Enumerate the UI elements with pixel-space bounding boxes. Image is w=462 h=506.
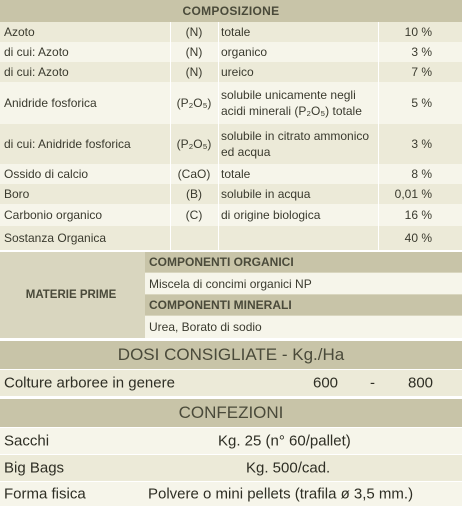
dosi-crop: Colture arboree in genere xyxy=(4,374,175,392)
table-row xyxy=(0,164,462,184)
confezione-value: Polvere o mini pellets (trafila ø 3,5 mm.) xyxy=(148,485,414,503)
component-symbol: (CaO) xyxy=(177,167,211,181)
materie-prime-label: MATERIE PRIME xyxy=(25,289,117,301)
table-row xyxy=(0,82,462,124)
componenti-organici-value: Miscela di concimi organici NP xyxy=(145,273,462,294)
composizione-header: COMPOSIZIONE xyxy=(0,0,462,22)
table-row xyxy=(0,22,462,42)
componenti-minerali-value: Urea, Borato di sodio xyxy=(145,316,462,338)
column-divider xyxy=(378,22,379,250)
component-value: 8 % xyxy=(411,167,432,181)
componenti-organici-header: COMPONENTI ORGANICI xyxy=(145,252,462,272)
table-row xyxy=(0,62,462,82)
component-name: Sostanza Organica xyxy=(4,231,107,245)
component-value: 3 % xyxy=(411,137,432,151)
component-name: di cui: Azoto xyxy=(4,45,69,59)
component-description: di origine biologica xyxy=(221,208,321,222)
dosi-min: 600 xyxy=(313,374,339,392)
component-value: 40 % xyxy=(404,231,432,245)
confezione-label: Big Bags xyxy=(4,459,65,477)
component-description: organico xyxy=(221,45,268,59)
column-divider xyxy=(218,22,219,250)
component-name: Ossido di calcio xyxy=(4,167,89,181)
materie-prime-section xyxy=(0,252,462,338)
table-row xyxy=(0,204,462,226)
component-symbol: (P₂O₅) xyxy=(176,137,212,151)
composizione-table xyxy=(0,22,462,250)
table-row xyxy=(0,184,462,204)
component-name: di cui: Azoto xyxy=(4,65,69,79)
dosi-header: DOSI CONSIGLIATE - Kg./Ha xyxy=(0,341,462,369)
dosi-separator: - xyxy=(370,374,375,392)
component-description: solubile in citrato ammonico ed acqua xyxy=(221,129,370,159)
confezioni-row xyxy=(0,428,462,454)
component-description: solubile in acqua xyxy=(221,187,311,201)
component-name: Azoto xyxy=(4,25,35,39)
component-name: di cui: Anidride fosforica xyxy=(4,137,131,151)
component-name: Anidride fosforica xyxy=(4,96,97,110)
confezione-value: Kg. 25 (n° 60/pallet) xyxy=(218,432,351,450)
component-symbol: (N) xyxy=(185,25,203,39)
table-row xyxy=(0,124,462,164)
confezione-label: Sacchi xyxy=(4,432,50,450)
confezioni-row xyxy=(0,455,462,481)
dosi-max: 800 xyxy=(408,374,434,392)
confezioni-row xyxy=(0,482,462,506)
component-description: ureico xyxy=(221,65,254,79)
component-value: 3 % xyxy=(411,45,432,59)
component-description: solubile unicamente negli acidi minerali (P₂O₅) totale xyxy=(221,88,362,118)
component-value: 7 % xyxy=(411,65,432,79)
confezioni-header: CONFEZIONI xyxy=(0,399,462,427)
column-divider xyxy=(170,22,171,250)
component-symbol: (C) xyxy=(185,208,203,222)
component-value: 16 % xyxy=(404,208,432,222)
table-row xyxy=(0,226,462,250)
component-symbol: (B) xyxy=(186,187,202,201)
componenti-minerali-header: COMPONENTI MINERALI xyxy=(145,295,462,315)
dosi-row xyxy=(0,370,462,396)
component-value: 0,01 % xyxy=(394,187,432,201)
component-value: 5 % xyxy=(411,96,432,110)
confezione-value: Kg. 500/cad. xyxy=(246,459,331,477)
component-description: totale xyxy=(221,25,251,39)
component-name: Carbonio organico xyxy=(4,208,103,222)
component-name: Boro xyxy=(4,187,30,201)
component-symbol: (P₂O₅) xyxy=(176,96,212,110)
table-row xyxy=(0,42,462,62)
component-symbol: (N) xyxy=(185,65,203,79)
component-value: 10 % xyxy=(404,25,432,39)
component-description: totale xyxy=(221,167,251,181)
component-symbol: (N) xyxy=(185,45,203,59)
confezione-label: Forma fisica xyxy=(4,485,86,503)
